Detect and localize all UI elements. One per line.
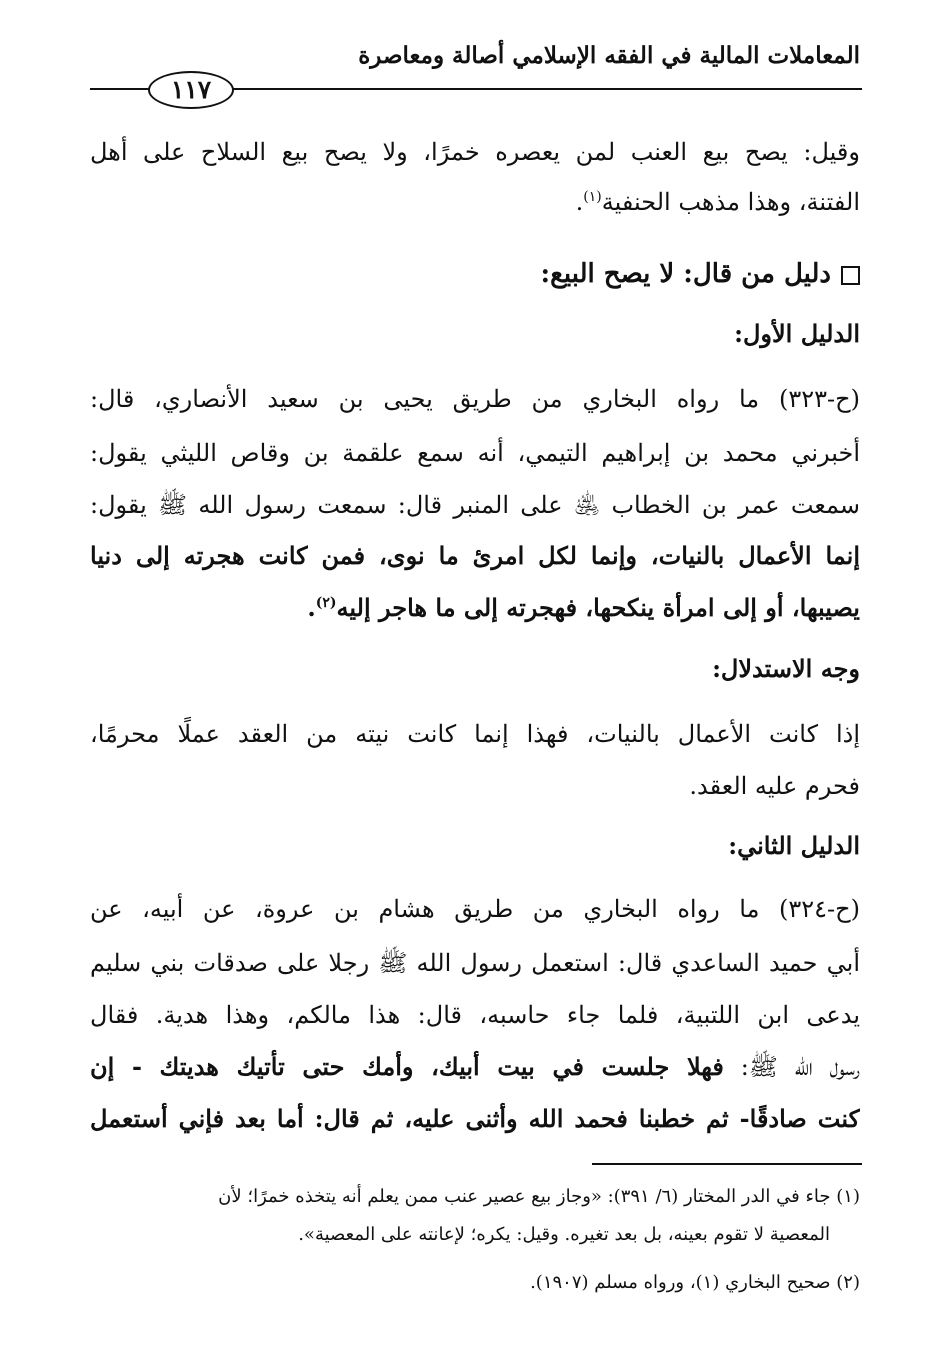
text-line: وقيل: يصح بيع العنب لمن يعصره خمرًا، ولا يصح بيع السلاح على أهل <box>90 138 860 166</box>
footnote-1: (١) جاء في الدر المختار (٦/ ٣٩١): «وجاز بيع عصير عنب ممن يعلم أنه يتخذه خمرًا؛ لأن <box>218 1186 860 1207</box>
text-line: إذا كانت الأعمال بالنيات، فهذا إنما كانت نيته من العقد عملًا محرمًا، <box>90 720 860 748</box>
text-line: أخبرني محمد بن إبراهيم التيمي، أنه سمع علقمة بن وقاص الليثي يقول: <box>90 439 860 467</box>
text-line: يدعى ابن اللتبية، فلما جاء حاسبه، قال: هذا مالكم، وهذا هدية. فقال <box>90 1001 860 1029</box>
checkbox-bullet-icon <box>841 266 860 285</box>
running-title: المعاملات المالية في الفقه الإسلامي أصالة ومعاصرة <box>358 42 860 69</box>
text-line: (ح-٣٢٤) ما رواه البخاري من طريق هشام بن عروة، عن أبيه، عن <box>90 895 860 923</box>
text-line: رسول الله ﷺ: فهلا جلست في بيت أبيك، وأمك حتى تأتيك هديتك - إن <box>90 1052 860 1081</box>
subheading: الدليل الأول: <box>734 319 860 348</box>
section-heading: دليل من قال: لا يصح البيع: <box>90 250 860 298</box>
footnote-rule <box>592 1163 862 1165</box>
footnote-ref: (٢) <box>315 595 337 611</box>
subheading: وجه الاستدلال: <box>712 654 860 683</box>
page-number: ١١٧ <box>148 71 234 109</box>
text-line: الفتنة، وهذا مذهب الحنفية$^{(١)}$. <box>575 188 860 216</box>
text-line: أبي حميد الساعدي قال: استعمل رسول الله ﷺ رجلا على صدقات بني سليم <box>90 949 860 977</box>
text-line: يصيبها، أو إلى امرأة ينكحها، فهجرته إلى ما هاجر إليه$^{(٢)}$. <box>307 593 860 622</box>
subheading: الدليل الثاني: <box>728 831 860 860</box>
footnote-2: (٢) صحيح البخاري (١)، ورواه مسلم (١٩٠٧). <box>530 1272 860 1293</box>
text-line: فحرم عليه العقد. <box>689 772 860 800</box>
text-line: سمعت عمر بن الخطاب ﵁ على المنبر قال: سمعت رسول الله ﷺ يقول: <box>90 491 860 519</box>
text-line: كنت صادقًا- ثم خطبنا فحمد الله وأثنى عليه، ثم قال: أما بعد فإني أستعمل <box>90 1104 860 1133</box>
text-line: إنما الأعمال بالنيات، وإنما لكل امرئ ما نوى، فمن كانت هجرته إلى دنيا <box>90 541 860 570</box>
footnote-ref: (١) <box>583 189 602 205</box>
footnote-1-cont: المعصية لا تقوم بعينه، بل بعد تغيره. وقيل: يكره؛ لإعانته على المعصية». <box>298 1224 830 1245</box>
text-line: (ح-٣٢٣) ما رواه البخاري من طريق يحيى بن سعيد الأنصاري، قال: <box>90 385 860 413</box>
